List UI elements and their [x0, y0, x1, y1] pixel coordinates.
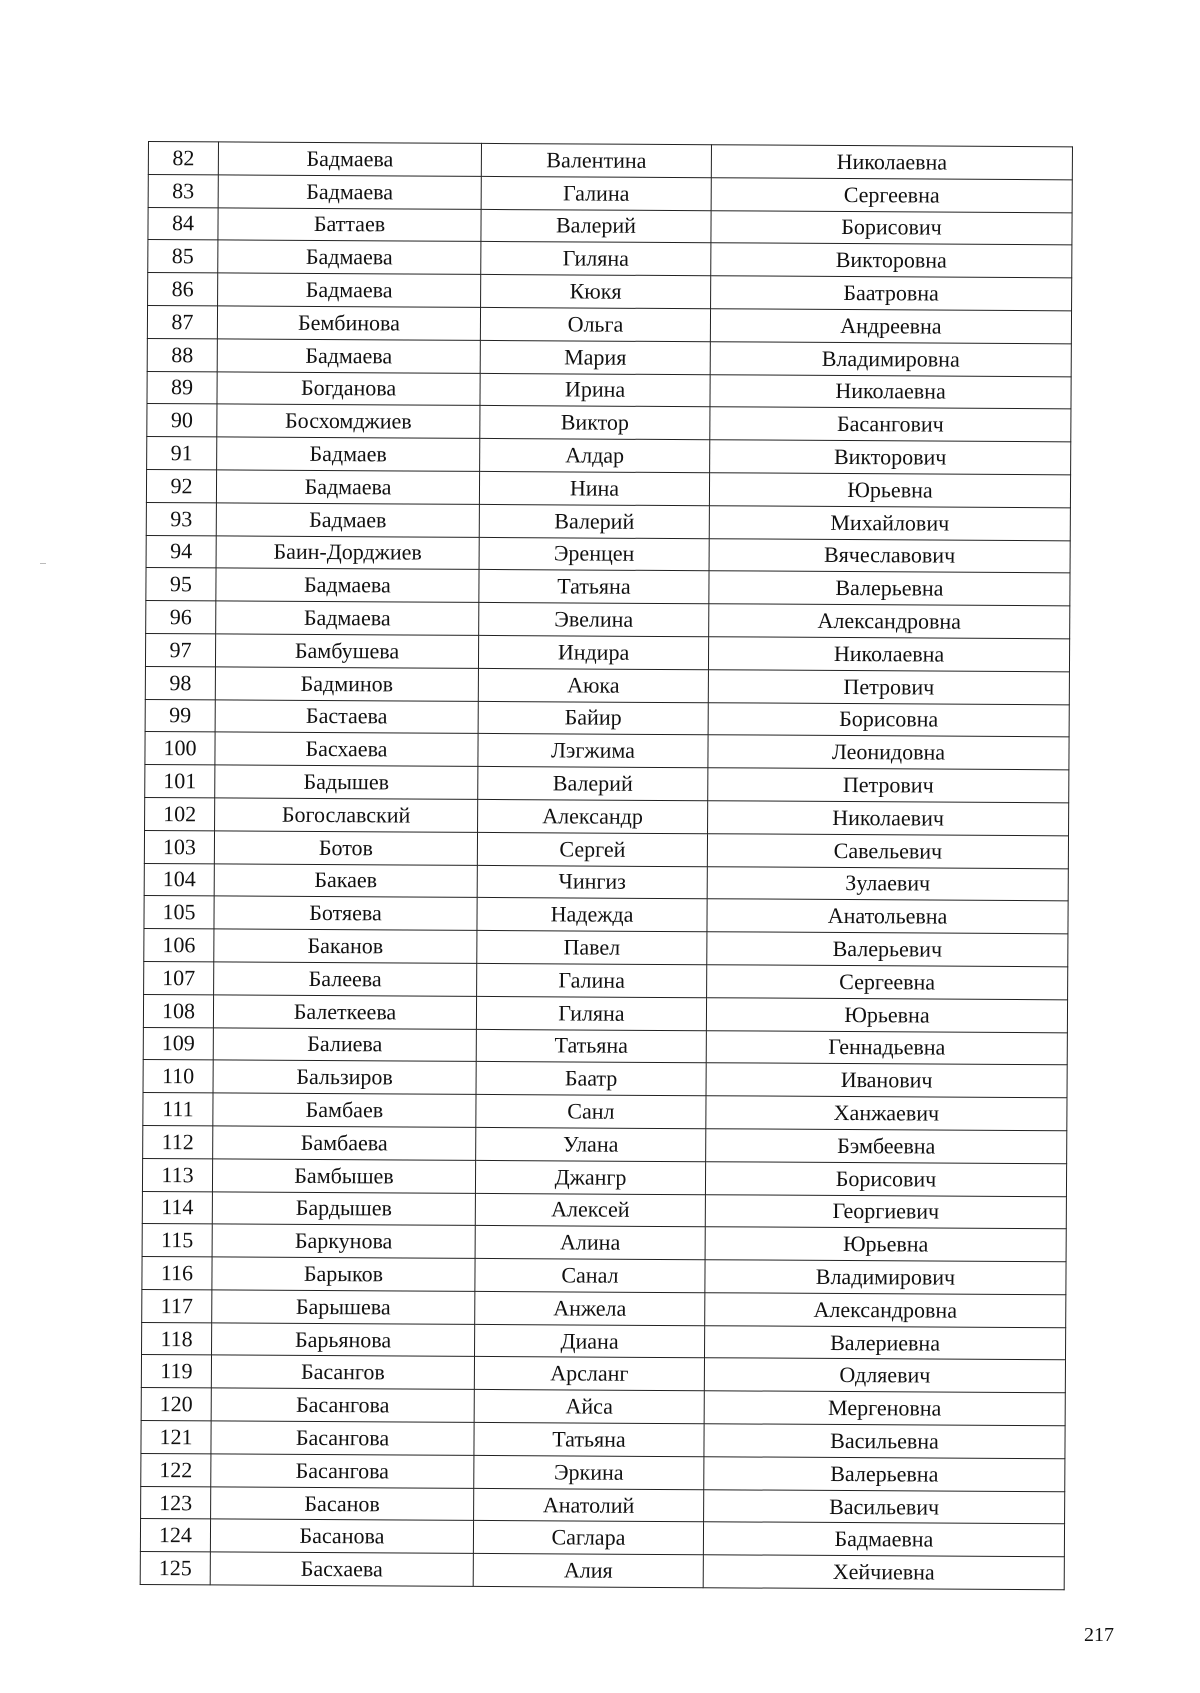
patronymic-cell: Одляевич [704, 1358, 1065, 1393]
table-row [143, 1027, 1067, 1065]
first-name-cell: Эренцен [479, 537, 709, 571]
first-name-cell: Индира [478, 635, 708, 669]
table-row [144, 929, 1068, 967]
table-row [141, 1453, 1065, 1491]
first-name-cell: Арсланг [474, 1357, 704, 1391]
last-name-cell: Басангов [211, 1355, 474, 1389]
page-number: 217 [1084, 1624, 1114, 1646]
table-row [142, 1224, 1066, 1262]
last-name-cell: Бадмаев [217, 437, 480, 471]
first-name-cell: Алия [473, 1554, 703, 1588]
patronymic-cell: Савельевич [707, 833, 1068, 868]
table-row [144, 961, 1068, 999]
table-row [143, 1093, 1067, 1131]
row-number-cell: 103 [144, 830, 214, 863]
patronymic-cell: Борисович [711, 210, 1072, 245]
last-name-cell: Бадмаева [216, 470, 479, 504]
patronymic-cell: Борисович [705, 1161, 1066, 1196]
row-number-cell: 99 [145, 699, 215, 732]
patronymic-cell: Сергеевна [711, 178, 1072, 213]
patronymic-cell: Ханжаевич [706, 1096, 1067, 1131]
table-row [146, 568, 1070, 606]
patronymic-cell: Басангович [710, 407, 1071, 442]
last-name-cell: Бадмаева [218, 273, 481, 307]
last-name-cell: Басанов [211, 1487, 474, 1521]
first-name-cell: Байир [478, 701, 708, 735]
first-name-cell: Татьяна [476, 1029, 706, 1063]
patronymic-cell: Хейчиевна [703, 1555, 1064, 1590]
last-name-cell: Басангова [211, 1454, 474, 1488]
patronymic-cell: Бэмбеевна [706, 1129, 1067, 1164]
last-name-cell: Барыков [212, 1257, 475, 1291]
table-row [142, 1257, 1066, 1295]
first-name-cell: Джангр [475, 1160, 705, 1194]
last-name-cell: Ботов [214, 831, 477, 865]
last-name-cell: Бамбушева [215, 634, 478, 668]
last-name-cell: Басангова [211, 1421, 474, 1455]
last-name-cell: Бакаев [214, 863, 477, 897]
last-name-cell: Бальзиров [213, 1060, 476, 1094]
row-number-cell: 98 [145, 666, 215, 699]
row-number-cell: 96 [146, 601, 216, 634]
patronymic-cell: Николаевна [708, 637, 1069, 672]
row-number-cell: 116 [142, 1257, 212, 1290]
first-name-cell: Павел [477, 931, 707, 965]
patronymic-cell: Васильевна [704, 1424, 1065, 1459]
table-row [144, 896, 1068, 934]
last-name-cell: Басангова [211, 1388, 474, 1422]
table-row [144, 830, 1068, 868]
last-name-cell: Бардышев [212, 1191, 475, 1225]
table-row [146, 502, 1070, 540]
last-name-cell: Балеева [214, 962, 477, 996]
table-row [146, 535, 1070, 573]
patronymic-cell: Петрович [708, 669, 1069, 704]
table-row [141, 1421, 1065, 1459]
first-name-cell: Валерий [478, 767, 708, 801]
last-name-cell: Ботяева [214, 896, 477, 930]
patronymic-cell: Александровна [709, 604, 1070, 639]
last-name-cell: Бадмаева [218, 240, 481, 274]
first-name-cell: Гиляна [481, 242, 711, 276]
last-name-cell: Бастаева [215, 699, 478, 733]
first-name-cell: Баатр [476, 1062, 706, 1096]
row-number-cell: 120 [141, 1388, 211, 1421]
last-name-cell: Бамбаева [213, 1126, 476, 1160]
row-number-cell: 83 [148, 174, 218, 207]
first-name-cell: Анжела [475, 1291, 705, 1325]
patronymic-cell: Баатровна [711, 276, 1072, 311]
patronymic-cell: Леонидовна [708, 735, 1069, 770]
first-name-cell: Виктор [480, 406, 710, 440]
last-name-cell: Барьянова [212, 1323, 475, 1357]
first-name-cell: Эвелина [479, 603, 709, 637]
row-number-cell: 92 [146, 469, 216, 502]
table-row [143, 994, 1067, 1032]
row-number-cell: 97 [145, 633, 215, 666]
row-number-cell: 91 [147, 437, 217, 470]
patronymic-cell: Сергеевна [707, 965, 1068, 1000]
last-name-cell: Бадминов [215, 667, 478, 701]
roster-table [140, 141, 1073, 1590]
first-name-cell: Чингиз [477, 865, 707, 899]
patronymic-cell: Юрьевна [705, 1227, 1066, 1262]
table-row [140, 1552, 1064, 1590]
last-name-cell: Богославский [215, 798, 478, 832]
table-row [148, 142, 1072, 180]
first-name-cell: Алексей [475, 1193, 705, 1227]
first-name-cell: Кюкя [481, 275, 711, 309]
patronymic-cell: Александровна [705, 1293, 1066, 1328]
table-row [147, 371, 1071, 409]
first-name-cell: Санал [475, 1258, 705, 1292]
row-number-cell: 102 [145, 797, 215, 830]
row-number-cell: 87 [147, 305, 217, 338]
first-name-cell: Аюка [478, 668, 708, 702]
row-number-cell: 121 [141, 1421, 211, 1454]
table-row [148, 207, 1072, 245]
first-name-cell: Александр [478, 799, 708, 833]
row-number-cell: 112 [143, 1125, 213, 1158]
patronymic-cell: Николаевна [711, 145, 1072, 180]
last-name-cell: Балиева [213, 1027, 476, 1061]
row-number-cell: 85 [148, 240, 218, 273]
scan-artifact [40, 563, 46, 564]
first-name-cell: Татьяна [474, 1422, 704, 1456]
last-name-cell: Босхомджиев [217, 404, 480, 438]
row-number-cell: 106 [144, 929, 214, 962]
roster-table-body [140, 142, 1072, 1590]
first-name-cell: Валерий [481, 209, 711, 243]
row-number-cell: 124 [140, 1519, 210, 1552]
patronymic-cell: Анатольевна [707, 899, 1068, 934]
table-row [142, 1322, 1066, 1360]
patronymic-cell: Викторовна [711, 243, 1072, 278]
patronymic-cell: Валериевна [704, 1325, 1065, 1360]
table-row [144, 863, 1068, 901]
last-name-cell: Бадмаева [216, 601, 479, 635]
first-name-cell: Ольга [480, 307, 710, 341]
row-number-cell: 100 [145, 732, 215, 765]
last-name-cell: Бембинова [217, 306, 480, 340]
row-number-cell: 114 [142, 1191, 212, 1224]
last-name-cell: Бамбаев [213, 1093, 476, 1127]
last-name-cell: Богданова [217, 371, 480, 405]
table-row [145, 797, 1069, 835]
first-name-cell: Ирина [480, 373, 710, 407]
last-name-cell: Бадышев [215, 765, 478, 799]
last-name-cell: Балеткеева [213, 995, 476, 1029]
patronymic-cell: Андреевна [710, 309, 1071, 344]
table-row [146, 601, 1070, 639]
first-name-cell: Галина [481, 176, 711, 210]
first-name-cell: Эркина [474, 1455, 704, 1489]
row-number-cell: 95 [146, 568, 216, 601]
table-row [148, 273, 1072, 311]
table-row [147, 404, 1071, 442]
row-number-cell: 94 [146, 535, 216, 568]
row-number-cell: 118 [142, 1322, 212, 1355]
first-name-cell: Анатолий [474, 1488, 704, 1522]
table-row [140, 1519, 1064, 1557]
patronymic-cell: Вячеславович [709, 538, 1070, 573]
last-name-cell: Бадмаева [218, 175, 481, 209]
first-name-cell: Улана [476, 1127, 706, 1161]
row-number-cell: 115 [142, 1224, 212, 1257]
patronymic-cell: Бадмаевна [703, 1522, 1064, 1557]
table-row [143, 1060, 1067, 1098]
row-number-cell: 110 [143, 1060, 213, 1093]
last-name-cell: Басанова [210, 1519, 473, 1553]
row-number-cell: 107 [144, 961, 214, 994]
first-name-cell: Лэгжима [478, 734, 708, 768]
table-row [145, 732, 1069, 770]
row-number-cell: 89 [147, 371, 217, 404]
first-name-cell: Алдар [480, 439, 710, 473]
table-row [146, 469, 1070, 507]
last-name-cell: Басхаева [215, 732, 478, 766]
first-name-cell: Надежда [477, 898, 707, 932]
table-row [145, 633, 1069, 671]
row-number-cell: 125 [140, 1552, 210, 1585]
table-row [147, 305, 1071, 343]
patronymic-cell: Борисовна [708, 702, 1069, 737]
first-name-cell: Саглара [473, 1521, 703, 1555]
row-number-cell: 86 [148, 273, 218, 306]
last-name-cell: Барышева [212, 1290, 475, 1324]
last-name-cell: Басхаева [210, 1552, 473, 1586]
patronymic-cell: Васильевич [704, 1489, 1065, 1524]
patronymic-cell: Викторович [710, 440, 1071, 475]
row-number-cell: 90 [147, 404, 217, 437]
patronymic-cell: Валерьевна [709, 571, 1070, 606]
first-name-cell: Гиляна [476, 996, 706, 1030]
first-name-cell: Нина [479, 471, 709, 505]
patronymic-cell: Петрович [708, 768, 1069, 803]
patronymic-cell: Георгиевич [705, 1194, 1066, 1229]
patronymic-cell: Зулаевич [707, 866, 1068, 901]
table-row [147, 338, 1071, 376]
last-name-cell: Бадмаева [216, 568, 479, 602]
row-number-cell: 111 [143, 1093, 213, 1126]
row-number-cell: 88 [147, 338, 217, 371]
patronymic-cell: Валерьевна [704, 1457, 1065, 1492]
table-row [145, 666, 1069, 704]
first-name-cell: Санл [476, 1095, 706, 1129]
table-row [148, 240, 1072, 278]
table-row [141, 1355, 1065, 1393]
row-number-cell: 108 [143, 994, 213, 1027]
patronymic-cell: Юрьевна [709, 473, 1070, 508]
last-name-cell: Бадмаева [217, 339, 480, 373]
table-row [142, 1191, 1066, 1229]
last-name-cell: Баттаев [218, 207, 481, 241]
patronymic-cell: Валерьевич [707, 932, 1068, 967]
patronymic-cell: Владимирович [705, 1260, 1066, 1295]
patronymic-cell: Владимировна [710, 342, 1071, 377]
first-name-cell: Алина [475, 1226, 705, 1260]
first-name-cell: Мария [480, 340, 710, 374]
patronymic-cell: Юрьевна [706, 997, 1067, 1032]
last-name-cell: Бадмаева [218, 142, 481, 176]
first-name-cell: Галина [477, 963, 707, 997]
row-number-cell: 93 [146, 502, 216, 535]
table-row [145, 765, 1069, 803]
last-name-cell: Бамбышев [212, 1159, 475, 1193]
table-row [141, 1388, 1065, 1426]
row-number-cell: 84 [148, 207, 218, 240]
row-number-cell: 113 [142, 1158, 212, 1191]
first-name-cell: Айса [474, 1390, 704, 1424]
table-row [141, 1486, 1065, 1524]
row-number-cell: 122 [141, 1453, 211, 1486]
table-row [143, 1125, 1067, 1163]
row-number-cell: 123 [141, 1486, 211, 1519]
table-row [145, 699, 1069, 737]
table-row [142, 1158, 1066, 1196]
patronymic-cell: Мергеновна [704, 1391, 1065, 1426]
table-row [148, 174, 1072, 212]
first-name-cell: Диана [475, 1324, 705, 1358]
row-number-cell: 109 [143, 1027, 213, 1060]
row-number-cell: 104 [144, 863, 214, 896]
row-number-cell: 117 [142, 1289, 212, 1322]
table-row [147, 437, 1071, 475]
patronymic-cell: Михайлович [709, 506, 1070, 541]
first-name-cell: Валентина [481, 143, 711, 177]
patronymic-cell: Николаевна [710, 374, 1071, 409]
row-number-cell: 119 [141, 1355, 211, 1388]
row-number-cell: 101 [145, 765, 215, 798]
first-name-cell: Сергей [477, 832, 707, 866]
table-row [142, 1289, 1066, 1327]
last-name-cell: Баркунова [212, 1224, 475, 1258]
last-name-cell: Бадмаев [216, 503, 479, 537]
first-name-cell: Татьяна [479, 570, 709, 604]
row-number-cell: 82 [148, 142, 218, 175]
patronymic-cell: Иванович [706, 1063, 1067, 1098]
patronymic-cell: Геннадьевна [706, 1030, 1067, 1065]
first-name-cell: Валерий [479, 504, 709, 538]
row-number-cell: 105 [144, 896, 214, 929]
last-name-cell: Баканов [214, 929, 477, 963]
patronymic-cell: Николаевич [708, 801, 1069, 836]
last-name-cell: Баин-Дорджиев [216, 535, 479, 569]
